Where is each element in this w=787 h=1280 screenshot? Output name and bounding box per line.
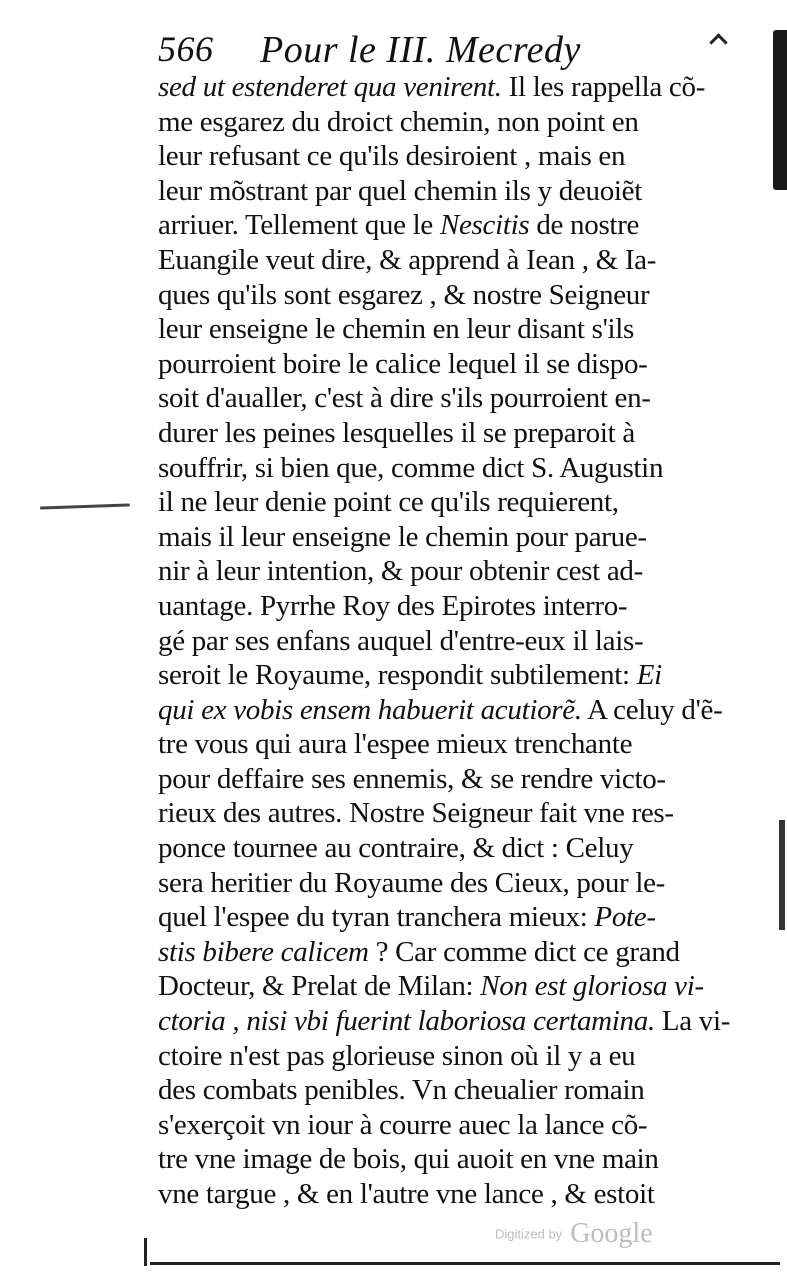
- text-line: [158, 243, 658, 278]
- margin-ink-mark: [40, 503, 130, 509]
- text-segment: leur enseigne le chemin en leur disant s'ils: [158, 313, 635, 346]
- text-line: [158, 796, 674, 831]
- italic-segment: Pote-: [594, 901, 656, 934]
- text-segment: mais il leur enseigne le chemin pour parue-: [158, 520, 647, 553]
- text-line: [158, 589, 658, 624]
- text-segment: pourroient boire le calice lequel il se dispo-: [158, 347, 648, 380]
- text-line: [158, 727, 658, 762]
- page-edge-shadow: [773, 30, 787, 190]
- text-segment: seroit le Royaume, respondit subtilement:: [158, 659, 637, 692]
- bottom-rule: [150, 1262, 780, 1265]
- text-segment: Il les rappella cõ-: [501, 71, 706, 103]
- text-segment: Euangile veut dire, & apprend à Iean , & Ia-: [158, 243, 657, 276]
- text-segment: souffrir, si bien que, comme dict S. Augustin: [158, 451, 664, 484]
- text-segment: ? Car comme dict ce grand: [368, 935, 680, 968]
- text-line: [158, 831, 658, 866]
- text-segment: nir à leur intention, & pour obtenir cest ad-: [158, 555, 643, 588]
- text-line: [158, 1073, 658, 1108]
- text-line: [158, 866, 666, 901]
- page-edge-shadow-lower: [779, 820, 785, 930]
- text-segment: durer les peines lesquelles il se preparoit à: [158, 416, 635, 449]
- page-number: 566: [158, 29, 214, 69]
- text-segment: me esgarez du droict chemin, non point en: [158, 105, 639, 138]
- text-line: [158, 624, 658, 659]
- text-line: [158, 1108, 658, 1143]
- text-segment: pour deffaire ses ennemis, & se rendre victo-: [158, 762, 666, 795]
- text-segment: tre vne image de bois, qui auoit en vne main: [158, 1143, 659, 1176]
- italic-segment: sed ut estenderet qua venirent.: [158, 71, 502, 103]
- italic-segment: Nescitis: [439, 209, 530, 242]
- text-segment: ques qu'ils sont esgarez , & nostre Seigneur: [158, 278, 650, 311]
- text-line: [158, 1004, 731, 1039]
- text-line: [158, 693, 723, 728]
- italic-segment: qui ex vobis ensem habuerit acutiorẽ.: [158, 693, 582, 726]
- text-line: [158, 762, 666, 797]
- text-segment: quel l'espee du tyran tranchera mieux:: [158, 901, 595, 934]
- body-text: [158, 70, 731, 1212]
- text-line: [158, 1039, 658, 1074]
- text-segment: uantage. Pyrrhe Roy des Epirotes interro-: [158, 589, 628, 622]
- text-line: [158, 381, 658, 416]
- text-line: [158, 278, 658, 313]
- text-segment: gé par ses enfans auquel d'entre-eux il lais-: [158, 624, 644, 657]
- text-segment: s'exerçoit vn iour à courre auec la lance cõ-: [158, 1108, 648, 1141]
- text-line: [158, 520, 658, 555]
- text-segment: sera heritier du Royaume des Cieux, pour le-: [158, 866, 666, 899]
- text-line: [158, 105, 658, 140]
- text-segment: ponce tournee au contraire, & dict : Celuy: [158, 832, 634, 865]
- text-line: [158, 416, 658, 451]
- text-segment: il ne leur denie point ce qu'ils requierent,: [158, 486, 619, 519]
- italic-segment: Ei: [636, 659, 662, 692]
- text-line: [158, 312, 658, 347]
- text-line: [158, 900, 658, 935]
- text-segment: vne targue , & en l'autre vne lance , & estoit: [158, 1178, 655, 1210]
- text-line: [158, 174, 658, 209]
- watermark-prefix: Digitized by: [495, 1226, 563, 1242]
- text-segment: soit d'aualler, c'est à dire s'ils pourroient en-: [158, 382, 651, 415]
- text-segment: des combats penibles. Vn cheualier romain: [158, 1074, 645, 1107]
- watermark-brand: Google: [570, 1218, 653, 1249]
- text-line: [158, 485, 658, 520]
- italic-segment: Non est gloriosa vi-: [480, 970, 704, 1003]
- text-line: [158, 554, 658, 589]
- text-line: [158, 1177, 658, 1212]
- text-segment: ctoire n'est pas glorieuse sinon où il y a eu: [158, 1039, 636, 1072]
- text-line: [158, 451, 664, 486]
- text-line: [158, 139, 658, 174]
- digitization-watermark: [495, 1218, 653, 1250]
- text-line: [158, 658, 662, 693]
- italic-segment: ctoria , nisi vbi fuerint laboriosa certamina.: [158, 1005, 655, 1038]
- text-line: [158, 208, 658, 243]
- text-line: [158, 935, 680, 970]
- text-segment: Docteur, & Prelat de Milan:: [158, 970, 481, 1003]
- text-segment: rieux des autres. Nostre Seigneur fait vne res-: [158, 797, 674, 830]
- text-line: [158, 70, 706, 105]
- text-segment: leur mõstrant par quel chemin ils y deuoiẽt: [158, 174, 642, 207]
- italic-segment: stis bibere calicem: [158, 935, 369, 968]
- page-header: [150, 26, 640, 74]
- text-segment: La vi-: [654, 1005, 731, 1038]
- text-line: [158, 1142, 658, 1177]
- text-segment: de nostre: [529, 209, 640, 242]
- running-head: Pour le III. Mecredy: [260, 29, 581, 71]
- text-segment: leur refusant ce qu'ils desiroient , mais en: [158, 140, 626, 173]
- corner-mark: [709, 33, 727, 51]
- text-line: [158, 347, 658, 382]
- text-line: [158, 969, 704, 1004]
- text-segment: A celuy d'ẽ-: [581, 693, 723, 726]
- text-segment: arriuer. Tellement que le: [158, 209, 440, 242]
- text-segment: tre vous qui aura l'espee mieux trenchante: [158, 728, 633, 761]
